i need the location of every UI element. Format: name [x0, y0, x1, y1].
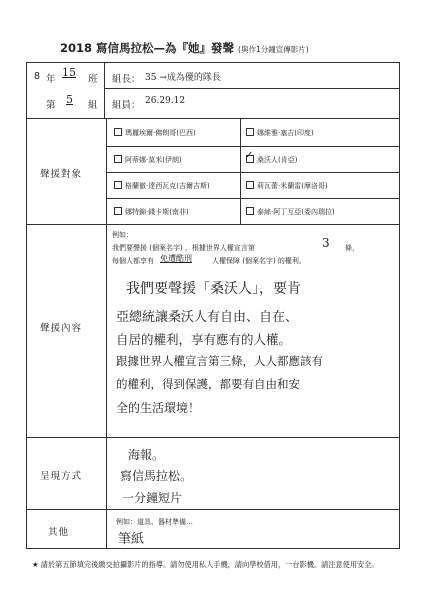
class-unit: 班 [88, 74, 98, 85]
option-label-6: 莉瓦蕾·米蘭雷(摩洛哥) [257, 182, 328, 190]
footer-note [32, 560, 412, 570]
content-handwritten-line3: 自居的權利，享有應有的人權。 [116, 332, 292, 347]
group-prefix: 第 [46, 100, 56, 111]
option-label-2: 娜維雅·塞吉(印度) [257, 129, 314, 137]
option-checkbox-6[interactable] [246, 181, 254, 189]
grade-value: 8 [34, 71, 41, 82]
presentation-item-3: 一分鐘短片 [122, 491, 183, 505]
star-icon: ★ [32, 560, 39, 569]
option-checkbox-1[interactable] [114, 128, 122, 136]
divider-header-middle [104, 88, 400, 89]
divider-target-bottom [26, 224, 400, 225]
content-handwritten-line1: 我們要聲援「桑沃人」，要肯 [126, 281, 301, 297]
option-checkbox-8[interactable] [246, 207, 254, 215]
content-handwritten-line6: 全的生活環境！ [116, 401, 201, 415]
group-value: 5 [66, 93, 73, 106]
content-label: 聲援內容 [40, 323, 83, 334]
content-handwritten-line4: 跟據世界人權宣言第三條，人人都應該有 [116, 354, 323, 368]
article-suffix: 條， [345, 244, 359, 252]
members-label: 組員： [112, 100, 141, 111]
leader-value: 35 →成為優的隊長 [145, 73, 221, 83]
form-title-note: (與作1分鐘宣傳影片) [238, 45, 309, 54]
divider-target-column [240, 118, 241, 224]
option-label-3: 阿蒂娜·莫米(伊朗) [125, 156, 182, 164]
option-checkbox-7[interactable] [114, 207, 122, 215]
content-handwritten-line5: 的權利，得到保護，都要有自由和安 [116, 377, 300, 391]
other-handwritten: 筆紙 [118, 532, 145, 547]
target-label: 聲援對象 [40, 169, 83, 180]
divider-target-row2 [106, 172, 400, 173]
presentation-item-1: 海報。 [128, 448, 165, 462]
option-label-5: 格蘭徹·達西瓦克(吉爾吉斯) [125, 182, 210, 190]
divider-content-bottom [26, 437, 400, 438]
divider-label-column [106, 118, 107, 549]
form-title [60, 40, 410, 56]
other-label: 其他 [48, 527, 70, 538]
option-checkbox-3[interactable] [114, 155, 122, 163]
option-checkbox-5[interactable] [114, 181, 122, 189]
option-label-7: 娜特錦·錢卡斯(南非) [125, 208, 189, 216]
members-value: 26.29.12 [145, 96, 186, 106]
content-example-line2: 每個人都享有 [112, 257, 154, 265]
form-title-main: 2018 寫信馬拉松—為『她』發聲 [60, 41, 235, 55]
grade-unit: 年 [46, 74, 56, 85]
class-value: 15 [62, 66, 76, 79]
group-unit: 組 [88, 100, 98, 111]
content-example-prefix: 例如： [112, 231, 133, 239]
presentation-label: 呈現方式 [40, 471, 83, 482]
presentation-item-2: 寫信馬拉松。 [120, 469, 193, 483]
divider-header-column [104, 62, 105, 118]
content-example-line1: 我們要聲援 (個案名字) ，根據世界人權宣言第 [112, 244, 255, 252]
option-label-1: 瑪麗埃爾·佛朗哥(巴西) [125, 129, 196, 137]
divider-target-row1 [106, 146, 400, 147]
right-handwritten: 免遭酷刑 [160, 254, 192, 263]
content-handwritten-line2: 亞總統讓桑沃人有自由、自在、 [116, 310, 299, 325]
option-label-8: 泰絲·阿丁互亞(委內瑞拉) [257, 208, 335, 216]
check-mark-icon: ✓ [245, 150, 254, 161]
content-example-line2-mid: 人權保障 (個案名字) 的權利。 [212, 257, 306, 265]
divider-presentation-bottom [26, 509, 400, 510]
option-label-4: 桑沃人(肯亞) [257, 156, 298, 164]
option-checkbox-2[interactable] [246, 128, 254, 136]
footer-text: 請於第五節填完後繳交拍攝影片的指導。請勿使用私人手機，請向學校借用，一台影機。請注意使用安全。 [40, 560, 379, 569]
article-number: 3 [322, 236, 330, 250]
leader-label: 組長： [112, 74, 141, 85]
divider-target-row3 [106, 198, 400, 199]
other-example: 例如：道具、器材準備… [116, 518, 193, 526]
divider-header-bottom [26, 118, 400, 119]
